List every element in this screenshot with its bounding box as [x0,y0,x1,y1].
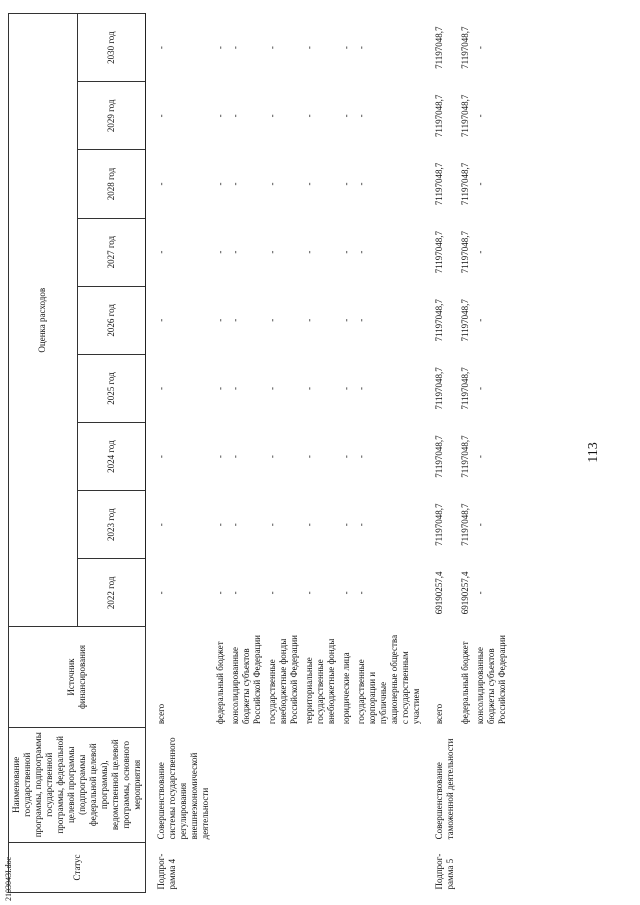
cell-name [265,727,302,842]
cell-value: - [230,386,240,390]
cell-value: 71197048,7 [460,230,470,274]
cell-value: - [475,46,485,50]
cell-value: - [215,591,225,595]
cell-value: - [156,250,166,254]
cell-status: Подпрог-рамма 5 [434,853,455,890]
cell-value: - [156,523,166,527]
cell-name [458,727,473,842]
cell-value: - [356,46,366,50]
cell-value: - [230,46,240,50]
cell-source: государственные корпорации и публичные акционерные общества с государственным участием [356,634,421,725]
table-row [302,14,339,893]
cell-name [473,727,510,842]
cell-value: - [304,386,314,390]
cell-name [354,727,424,842]
cell-value: - [356,182,366,186]
header-year: 2027 год [77,218,146,286]
cell-value: - [156,455,166,459]
cell-source: консолидированные бюджеты субъектов Российской Федерации [475,635,507,725]
table-row [473,14,510,893]
header-name: Наименование государственной программы, подпрограммы государственной программы, федеральной целевой программы (подпрограммы федеральной целевой программы), ведомственной целевой программы, основного мероприятия [9,727,146,842]
document-id: 2103043I.doc [4,856,13,901]
cell-value: - [356,455,366,459]
cell-value: 71197048,7 [434,435,444,478]
cell-value: 71197048,7 [460,162,470,206]
table-row [265,14,302,893]
cell-value: 71197048,7 [434,299,444,342]
header-year: 2025 год [77,354,146,422]
cell-value: - [475,591,485,595]
cell-value: - [156,46,166,50]
cell-value: 71197048,7 [434,162,444,206]
cell-value: - [341,182,351,186]
cell-status [302,842,339,892]
cell-value: 71197048,7 [460,435,470,478]
table-row [339,14,354,893]
header-year: 2028 год [77,150,146,218]
cell-value: - [230,250,240,254]
cell-name [228,727,265,842]
cell-value: - [475,318,485,322]
cell-value: 71197048,7 [460,503,470,546]
table-body [146,14,511,893]
cell-source: государственные внебюджетные фонды Российской Федерации [267,635,299,725]
cell-status [354,842,424,892]
cell-value: - [267,182,277,186]
cell-value: - [230,455,240,459]
cell-value: - [304,250,314,254]
cell-status [213,842,228,892]
cell-value: - [267,46,277,50]
cell-value: - [475,523,485,527]
page-number: 113 [586,442,601,463]
cell-name [339,727,354,842]
cell-value: - [304,114,314,118]
header-status: Статус [9,842,146,892]
header-year: 2029 год [77,82,146,150]
header-year: 2022 год [77,559,146,627]
cell-value: - [215,182,225,186]
cell-value: - [304,318,314,322]
cell-value: 71197048,7 [460,367,470,410]
cell-value: - [215,455,225,459]
cell-value: - [267,386,277,390]
cell-value: - [356,523,366,527]
header-year: 2026 год [77,286,146,354]
cell-value: - [215,46,225,50]
financing-table [8,13,510,893]
cell-value: - [356,318,366,322]
cell-value: - [475,114,485,118]
table-row [228,14,265,893]
table-row [213,14,228,893]
cell-source: всего [156,703,166,725]
cell-status [228,842,265,892]
cell-status [339,842,354,892]
cell-status [458,842,473,892]
cell-value: - [304,182,314,186]
cell-value: - [475,455,485,459]
table-row [458,14,473,893]
header-year: 2023 год [77,491,146,559]
cell-value: - [156,182,166,186]
cell-value: 71197048,7 [460,94,470,138]
cell-value: 71197048,7 [434,230,444,274]
cell-source: федеральный бюджет [215,641,225,725]
cell-value: - [230,318,240,322]
cell-value: - [267,591,277,595]
cell-value: - [356,114,366,118]
cell-value: - [230,114,240,118]
cell-value: - [341,523,351,527]
cell-value: - [304,523,314,527]
cell-status [265,842,302,892]
cell-value: - [267,455,277,459]
cell-value: - [356,250,366,254]
cell-source: федеральный бюджет [460,641,470,725]
cell-source: территориальные государственные внебюджетные фонды [304,638,336,725]
cell-value: - [475,182,485,186]
table-row [146,14,214,893]
cell-value: - [356,386,366,390]
cell-value: 71197048,7 [434,503,444,546]
cell-value: - [156,591,166,595]
header-source: Источник финансирования [9,627,146,727]
cell-value: - [304,591,314,595]
cell-value: - [267,114,277,118]
cell-value: 71197048,7 [434,94,444,138]
cell-value: - [341,250,351,254]
header-year: 2030 год [77,14,146,82]
cell-value: - [475,250,485,254]
cell-value: - [156,318,166,322]
cell-value: 69190257,4 [460,571,470,615]
cell-value: 71197048,7 [434,367,444,410]
cell-value: - [230,182,240,186]
cell-value: - [356,591,366,595]
cell-value: - [267,250,277,254]
cell-value: - [304,46,314,50]
cell-value: - [215,386,225,390]
cell-value: - [341,46,351,50]
cell-status [473,842,510,892]
cell-source: юридические лица [341,652,351,725]
table-row [424,14,458,893]
cell-value: - [230,523,240,527]
cell-value: 71197048,7 [460,299,470,342]
cell-status: Подпрог-рамма 4 [156,853,177,890]
cell-value: - [156,114,166,118]
cell-value: - [215,114,225,118]
cell-name [213,727,228,842]
cell-value: - [341,318,351,322]
cell-value: - [341,455,351,459]
cell-value: - [341,114,351,118]
table-row [354,14,424,893]
cell-value: - [341,591,351,595]
cell-value: - [267,318,277,322]
cell-value: 69190257,4 [434,571,444,615]
cell-value: - [230,591,240,595]
cell-value: 71197048,7 [460,26,470,69]
cell-value: - [215,523,225,527]
header-estimate: Оценка расходов [9,14,78,627]
table-header [9,14,146,893]
header-year: 2024 год [77,423,146,491]
cell-value: - [304,455,314,459]
cell-name: Совершенствование таможенной деятельности [434,738,455,840]
cell-value: - [156,386,166,390]
cell-source: всего [434,703,444,725]
cell-name: Совершенствование системы государственного регулирования внешнеэкономической деятельности [156,737,210,840]
cell-value: - [267,523,277,527]
cell-value: - [215,318,225,322]
cell-value: - [475,386,485,390]
cell-value: 71197048,7 [434,26,444,69]
cell-value: - [341,386,351,390]
cell-name [302,727,339,842]
cell-value: - [215,250,225,254]
cell-source: консолидированные бюджеты субъектов Российской Федерации [230,635,262,725]
